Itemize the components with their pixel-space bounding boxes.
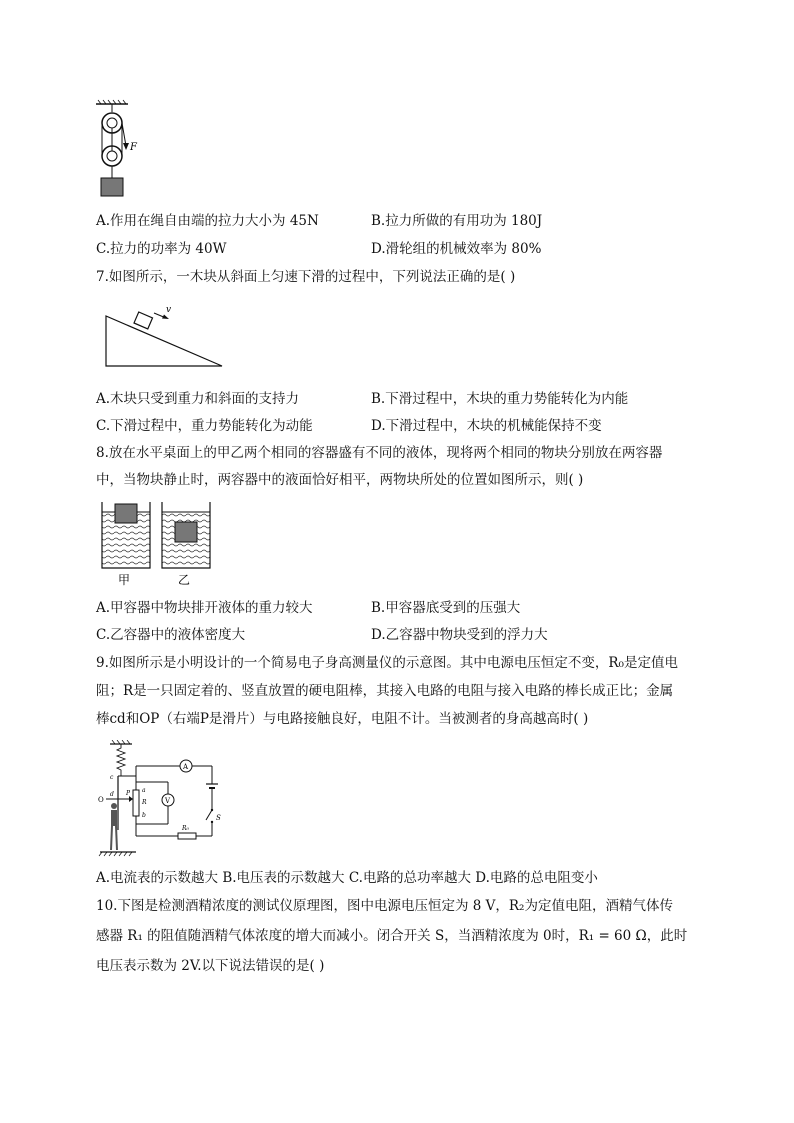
q7-stem: 7.如图所示，一木块从斜面上匀速下滑的过程中，下列说法正确的是( ) [96, 269, 516, 285]
switch-label: S [216, 814, 221, 822]
q8-option-d[interactable]: D.乙容器中物块受到的浮力大 [371, 627, 548, 643]
container-label-left: 甲 [118, 573, 131, 587]
containers-figure [98, 500, 220, 590]
container-label-right: 乙 [178, 573, 191, 587]
label-r: R [142, 799, 147, 806]
incline-figure [104, 303, 228, 369]
label-b: b [142, 812, 146, 819]
ammeter-label: A [183, 763, 189, 771]
height-meter-circuit [96, 740, 226, 862]
label-a: a [142, 787, 146, 794]
q7-option-d[interactable]: D.下滑过程中，木块的机械能保持不变 [371, 418, 602, 434]
q7-option-c[interactable]: C.下滑过程中，重力势能转化为动能 [96, 418, 313, 434]
q9-stem-line2: 阻；R是一只固定着的、竖直放置的硬电阻棒，其接入电路的电阻与接入电路的棒长成正比；金属 [96, 683, 674, 699]
label-p: P [126, 790, 131, 797]
q8-option-c[interactable]: C.乙容器中的液体密度大 [96, 627, 246, 643]
velocity-label: v [166, 305, 172, 315]
q6-option-a[interactable]: A.作用在绳自由端的拉力大小为 45N [96, 213, 319, 229]
q8-option-b[interactable]: B.甲容器底受到的压强大 [371, 600, 521, 616]
q10-stem-line1: 10.下图是检测酒精浓度的测试仪原理图，图中电源电压恒定为 8 V，R₂为定值电阻，酒精气体传 [96, 898, 673, 914]
q8-option-a[interactable]: A.甲容器中物块排开液体的重力较大 [96, 600, 313, 616]
pulley-figure [92, 98, 152, 198]
q9-stem-line3: 棒cd和OP（右端P是滑片）与电路接触良好，电阻不计。当被测者的身高越高时( ) [96, 711, 589, 727]
q8-stem-line2: 中，当物块静止时，两容器中的液面恰好相平，两物块所处的位置如图所示，则( ) [96, 472, 584, 488]
r0-label: R₀ [182, 825, 189, 832]
q8-stem-line1: 8.放在水平桌面上的甲乙两个相同的容器盛有不同的液体，现将两个相同的物块分别放在两容器 [96, 445, 663, 461]
q7-option-a[interactable]: A.木块只受到重力和斜面的支持力 [96, 391, 300, 407]
label-o: O [98, 796, 104, 804]
q10-stem-line3: 电压表示数为 2V.以下说法错误的是( ) [96, 958, 325, 974]
q6-option-c[interactable]: C.拉力的功率为 40W [96, 241, 227, 257]
q6-option-b[interactable]: B.拉力所做的有用功为 180J [371, 213, 543, 229]
q9-options[interactable]: A.电流表的示数越大 B.电压表的示数越大 C.电路的总功率越大 D.电路的总电阻变小 [96, 870, 598, 886]
label-c: c [110, 774, 114, 781]
force-label: F [130, 142, 137, 153]
voltmeter-label: V [165, 797, 171, 805]
q9-stem-line1: 9.如图所示是小明设计的一个简易电子身高测量仪的示意图。其中电源电压恒定不变，R₀是定值电 [96, 655, 678, 671]
q10-stem-line2: 感器 R₁ 的阻值随酒精气体浓度的增大而减小。闭合开关 S，当酒精浓度为 0时，R₁ = 60 Ω，此时 [96, 928, 688, 944]
q6-option-d[interactable]: D.滑轮组的机械效率为 80% [371, 241, 542, 257]
q7-option-b[interactable]: B.下滑过程中，木块的重力势能转化为内能 [371, 391, 629, 407]
label-d: d [110, 791, 114, 798]
